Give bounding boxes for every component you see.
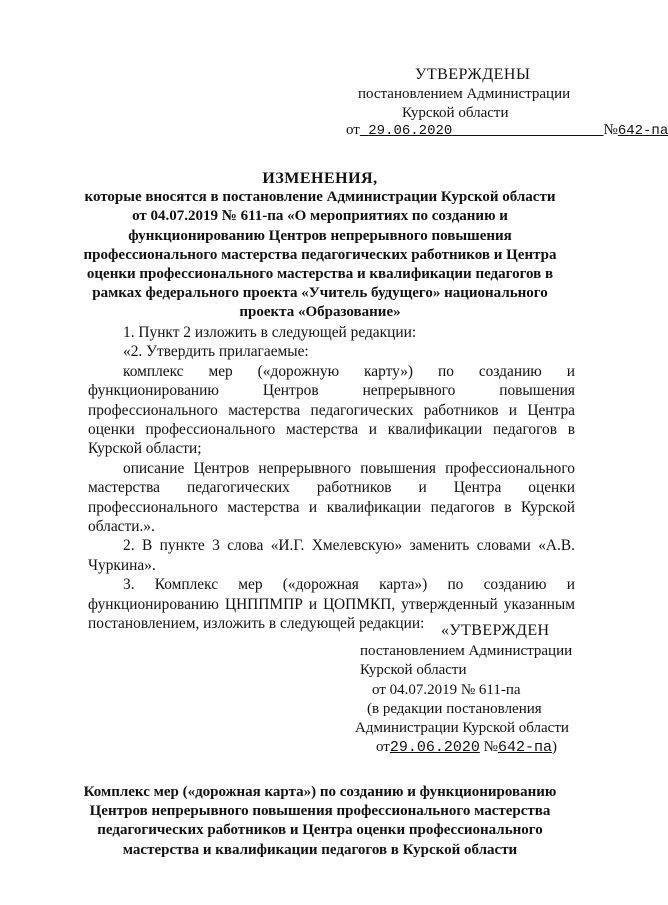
item-1: 1. Пункт 2 изложить в следующей редакции: bbox=[123, 324, 417, 341]
approval-region: Курской области bbox=[402, 105, 509, 121]
amendments-heading bbox=[80, 169, 560, 323]
approval-date-line bbox=[346, 122, 668, 139]
quoted-approval-region: Курской области bbox=[360, 662, 467, 678]
quoted-approval-revision: (в редакции постановления bbox=[367, 701, 542, 717]
roadmap-title-line: Комплекс мер («дорожная карта») по созданию и функционированию bbox=[83, 784, 557, 800]
approval-date-prefix: от bbox=[346, 122, 360, 138]
approval-number-sign: № bbox=[603, 122, 618, 138]
roadmap-title bbox=[64, 783, 576, 860]
quoted-approval-authority: Администрации Курской области bbox=[355, 720, 569, 736]
approval-title: УТВЕРЖДЕНЫ bbox=[415, 66, 531, 83]
quoted-approval-date-line bbox=[376, 739, 557, 756]
roadmap-title-line: мастерства и квалификации педагогов в Курской области bbox=[122, 841, 518, 858]
approval-issuer: постановлением Администрации bbox=[358, 86, 571, 102]
roadmap-title-line: Центров непрерывного повышения профессионального мастерства bbox=[89, 803, 551, 820]
heading-line: оценки профессионального мастерства и квалификации педагогов в bbox=[86, 266, 554, 283]
heading-line: рамках федерального проекта «Учитель будущего» национального bbox=[92, 285, 548, 302]
complex-paragraph: комплекс мер («дорожную карту») по созданию и функционированию Центров непрерывного повышения профессионального мастерства педагогических работников и Центра оценки профессионального мастерства и квалификации педагогов в Курской области; bbox=[88, 362, 575, 458]
item-2: 2. В пункте 3 слова «И.Г. Хмелевскую» заменить словами «А.В. Чуркина». bbox=[88, 537, 575, 574]
quoted-approval-title: «УТВЕРЖДЕН bbox=[441, 622, 550, 639]
heading-line: которые вносятся в постановление Администрации Курской области bbox=[84, 189, 556, 206]
heading-title: ИЗМЕНЕНИЯ, bbox=[262, 170, 378, 187]
quoted-date: 29.06.2020 bbox=[389, 739, 480, 756]
description-paragraph: описание Центров непрерывного повышения профессионального мастерства педагогических работников и Центра оценки профессионального мастерства и квалификации педагогов в Курской области.». bbox=[88, 459, 575, 536]
quoted-approval-original-date: от 04.07.2019 № 611-па bbox=[372, 682, 521, 698]
heading-line: профессионального мастерства педагогических работников и Центра bbox=[83, 246, 557, 263]
quoted-approval-issuer: постановлением Администрации bbox=[360, 643, 573, 659]
heading-line: функционированию Центров непрерывного повышения bbox=[128, 227, 512, 244]
quoted-number-sign: № bbox=[483, 739, 498, 755]
quoted-number: 642-па bbox=[497, 739, 552, 756]
quoted-close-paren: ) bbox=[551, 739, 557, 755]
item-3: 3. Комплекс мер («дорожная карта») по созданию и функционированию ЦНППМПР и ЦОПМКП, утвержденный указанным постановлением, изложить в следующей редакции: bbox=[88, 576, 575, 633]
roadmap-title-line: педагогических работников и Центра оценки профессионального bbox=[97, 822, 543, 839]
document-body bbox=[88, 323, 575, 634]
heading-line: от 04.07.2019 № 611-па «О мероприятиях по созданию и bbox=[132, 208, 508, 225]
quote-start: «2. Утвердить прилагаемые: bbox=[123, 343, 309, 361]
approval-number: 642-па bbox=[617, 123, 668, 139]
quoted-date-prefix: от bbox=[376, 739, 390, 755]
heading-line: проекта «Образование» bbox=[239, 304, 401, 321]
approval-date: 29.06.2020 bbox=[368, 123, 453, 139]
